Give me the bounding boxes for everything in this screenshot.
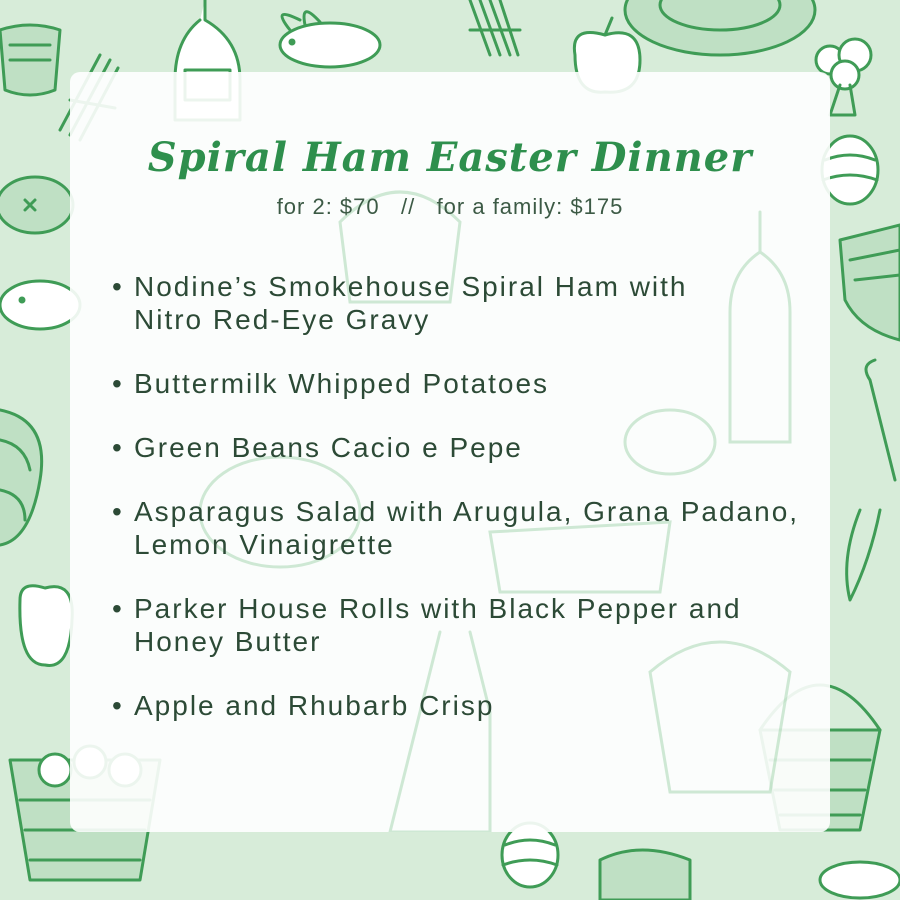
price-for-two: for 2: $70 [276, 194, 380, 219]
menu-list [112, 270, 802, 753]
pie-icon [840, 225, 900, 340]
bullet: • [112, 432, 124, 463]
bullet: • [112, 593, 124, 624]
menu-item-text [134, 270, 688, 336]
price-for-family: for a family: $175 [436, 194, 624, 219]
menu-item [112, 367, 802, 400]
menu-item-line: Honey Butter [134, 626, 322, 657]
menu-item-line: Parker House Rolls with Black Pepper and [134, 593, 742, 624]
menu-item [112, 431, 802, 464]
pot-icon [600, 850, 690, 900]
pot-icon [0, 25, 60, 95]
menu-item-text [134, 592, 742, 658]
bunny-icon [820, 862, 900, 898]
menu-item [112, 592, 802, 658]
menu-item [112, 270, 802, 336]
bullet: • [112, 271, 124, 302]
menu-item [112, 689, 802, 722]
easter-egg-icon [822, 136, 878, 204]
bean-pod-icon [847, 510, 880, 600]
menu-item-line: Nodine’s Smokehouse Spiral Ham with [134, 271, 688, 302]
carrot-icon [866, 360, 895, 480]
asparagus-icon [470, 0, 520, 55]
bunny-icon [280, 12, 380, 67]
bullet: • [112, 496, 124, 527]
menu-item-line: Buttermilk Whipped Potatoes [134, 368, 550, 399]
menu-title: Spiral Ham Easter Dinner [147, 134, 753, 181]
menu-item-text [134, 495, 799, 561]
menu-item-line: Nitro Red-Eye Gravy [134, 304, 431, 335]
menu-item-line: Apple and Rhubarb Crisp [134, 690, 495, 721]
ham-icon [625, 0, 815, 55]
bunny-icon [0, 281, 80, 329]
potato-icon [0, 177, 73, 233]
menu-item-line: Asparagus Salad with Arugula, Grana Padano, [134, 496, 800, 527]
pricing-line [70, 194, 830, 220]
price-separator: // [400, 194, 416, 219]
bullet: • [112, 368, 124, 399]
menu-item-line: Lemon Vinaigrette [134, 529, 395, 560]
bullet: • [112, 690, 124, 721]
menu-card [70, 72, 830, 832]
menu-item [112, 495, 802, 561]
apple-icon [20, 586, 72, 666]
menu-item-line: Green Beans Cacio e Pepe [134, 432, 523, 463]
artichoke-icon [0, 410, 42, 545]
easter-egg-icon [502, 823, 558, 887]
